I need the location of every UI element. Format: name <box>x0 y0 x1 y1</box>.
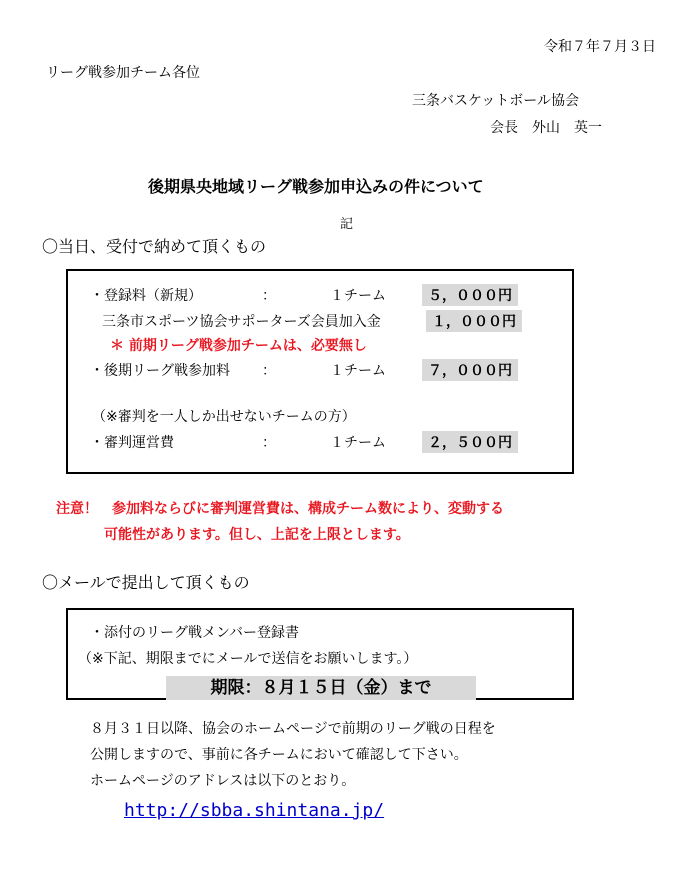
referee-fee-label: ・審判運営費 <box>90 435 174 451</box>
email-note: （※下記、期限までにメールで送信をお願いします。） <box>78 651 418 667</box>
footer-line-2: 公開しますので、事前に各チームにおいて確認して下さい。 <box>90 747 468 763</box>
footer-line-3: ホームページのアドレスは以下のとおり。 <box>90 773 356 789</box>
deadline: 期限：８月１５日（金）まで <box>166 676 476 700</box>
colon: ： <box>262 363 276 379</box>
email-box <box>66 608 574 700</box>
per-team-label: １チーム <box>330 363 386 379</box>
organization-name: 三条バスケットボール協会 <box>412 93 580 109</box>
colon: ： <box>262 288 276 304</box>
section-heading-email: 〇メールで提出して頂くもの <box>42 573 250 592</box>
per-team-label: １チーム <box>330 435 386 451</box>
per-team-label: １チーム <box>330 288 386 304</box>
president-name: 会長 外山 英一 <box>490 120 602 136</box>
homepage-link[interactable]: http://sbba.shintana.jp/ <box>124 800 385 821</box>
warning-line-1: 注意！ 参加料ならびに審判運営費は、構成チーム数により、変動する <box>56 501 504 517</box>
fees-box <box>66 269 574 474</box>
warning-line-2: 可能性があります。但し、上記を上限とします。 <box>104 527 410 543</box>
member-form-item: ・添付のリーグ戦メンバー登録書 <box>90 625 300 641</box>
footer-line-1: ８月３１日以降、協会のホームページで前期のリーグ戦の日程を <box>90 721 496 737</box>
recipients: リーグ戦参加チーム各位 <box>46 65 200 81</box>
referee-fee-amount: ２，５００円 <box>422 431 518 453</box>
league-fee-amount: ７，０００円 <box>422 359 518 381</box>
referee-note: （※審判を一人しか出せないチームの方） <box>92 409 356 425</box>
league-fee-label: ・後期リーグ戦参加料 <box>90 363 230 379</box>
registration-fee-amount: ５，０００円 <box>422 284 518 306</box>
ki-marker: 記 <box>340 217 354 232</box>
colon: ： <box>262 435 276 451</box>
section-heading-onsite: 〇当日、受付で納めて頂くもの <box>42 237 267 256</box>
supporters-fee-amount: １，０００円 <box>426 310 522 332</box>
supporters-fee-label: 三条市スポーツ協会サポーターズ会員加入金 <box>102 314 381 330</box>
document-date: 令和７年７月３日 <box>544 39 656 55</box>
document-title: 後期県央地域リーグ戦参加申込みの件について <box>148 177 484 196</box>
registration-fee-label: ・登録料（新規） <box>90 288 202 304</box>
supporters-fee-note: ＊ 前期リーグ戦参加チームは、必要無し <box>110 338 367 354</box>
